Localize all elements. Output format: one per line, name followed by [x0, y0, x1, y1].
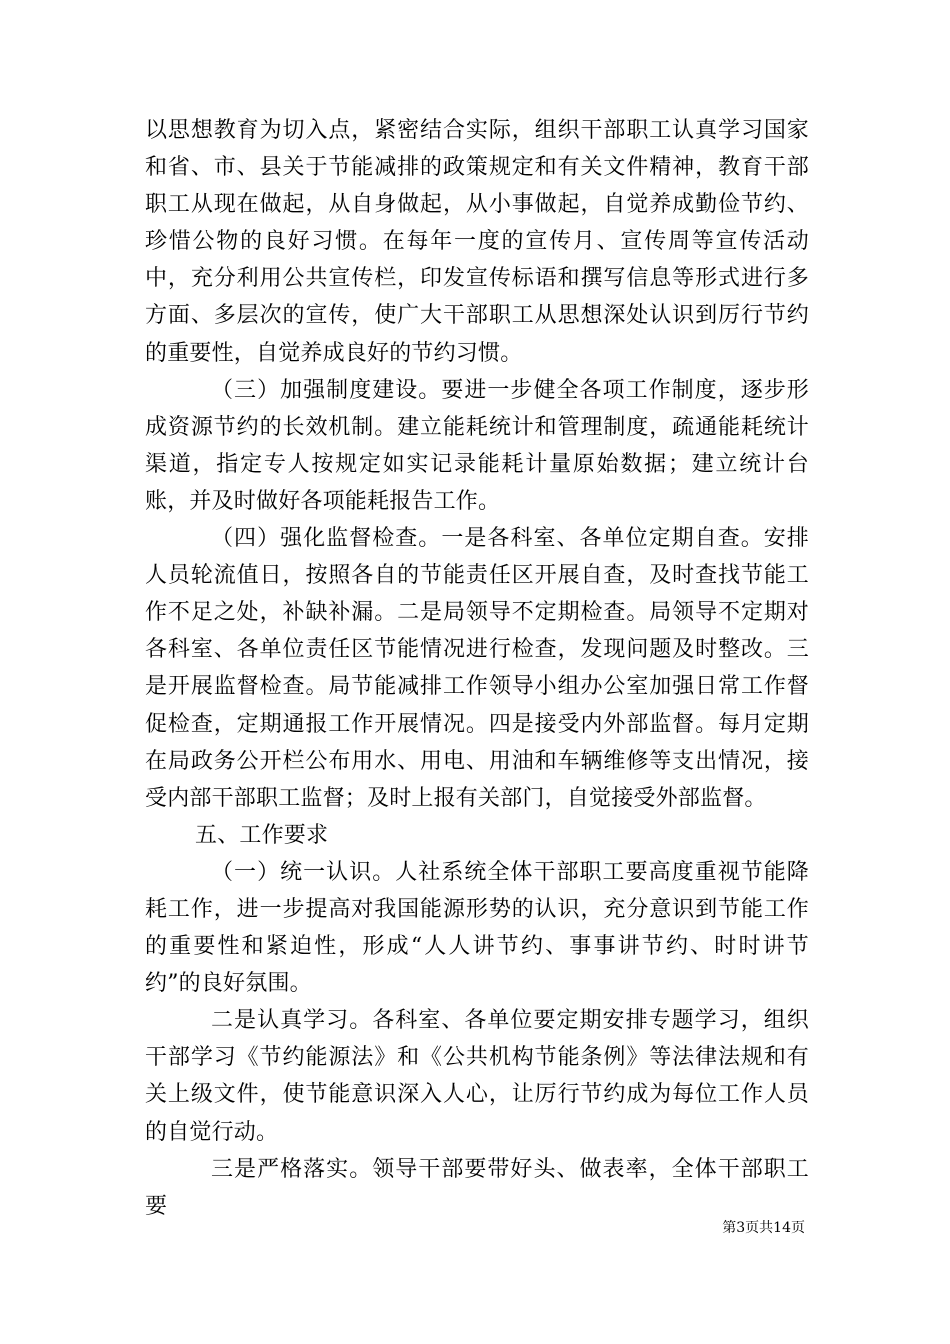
- document-body: [145, 112, 809, 1225]
- page-number-footer: 第3页共14页: [722, 1220, 805, 1236]
- paragraph-section-4: （四）强化监督检查。一是各科室、各单位定期自查。安排人员轮流值日，按照各自的节能责任区开展自查，及时查找节能工作不足之处，补缺补漏。二是局领导不定期检查。局领导不定期对各科室、各单位责任区节能情况进行检查，发现问题及时整改。三是开展监督检查。局节能减排工作领导小组办公室加强日常工作督促检查，定期通报工作开展情况。四是接受内外部监督。每月定期在局政务公开栏公布用水、用电、用油和车辆维修等支出情况，接受内部干部职工监督；及时上报有关部门，自觉接受外部监督。: [145, 526, 809, 811]
- paragraph-section-3: （三）加强制度建设。要进一步健全各项工作制度，逐步形成资源节约的长效机制。建立能耗统计和管理制度，疏通能耗统计渠道，指定专人按规定如实记录能耗计量原始数据；建立统计台账，并及时做好各项能耗报告工作。: [145, 377, 809, 514]
- paragraph-requirement-3: 三是严格落实。领导干部要带好头、做表率，全体干部职工要: [145, 1156, 809, 1219]
- paragraph-requirement-1: （一）统一认识。人社系统全体干部职工要高度重视节能降耗工作，进一步提高对我国能源形势的认识，充分意识到节能工作的重要性和紧迫性，形成“人人讲节约、事事讲节约、时时讲节约”的良好氛围。: [145, 859, 809, 997]
- heading-work-requirements: 五、工作要求: [195, 822, 329, 848]
- paragraph-continued: 以思想教育为切入点，紧密结合实际，组织干部职工认真学习国家和省、市、县关于节能减排的政策规定和有关文件精神，教育干部职工从现在做起，从自身做起，从小事做起，自觉养成勤俭节约、珍惜公物的良好习惯。在每年一度的宣传月、宣传周等宣传活动中，充分利用公共宣传栏，印发宣传标语和撰写信息等形式进行多方面、多层次的宣传，使广大干部职工从思想深处认识到厉行节约的重要性，自觉养成良好的节约习惯。: [145, 118, 809, 366]
- paragraph-requirement-2: 二是认真学习。各科室、各单位要定期安排专题学习，组织干部学习《节约能源法》和《公共机构节能条例》等法律法规和有关上级文件，使节能意识深入人心，让厉行节约成为每位工作人员的自觉行动。: [145, 1008, 809, 1145]
